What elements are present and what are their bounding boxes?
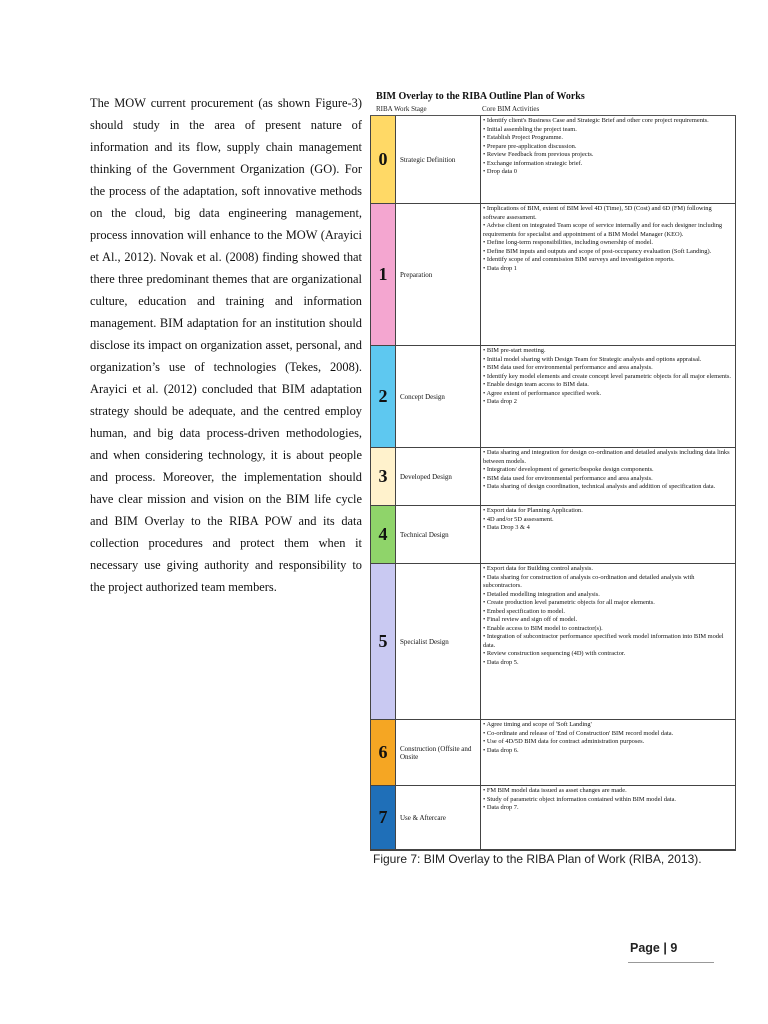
activity-item: • Agree extent of performance specified work. — [483, 389, 602, 397]
activity-item: • Initial model sharing with Design Team for Strategic analysis and options appraisal. — [483, 355, 702, 363]
stage-number: 5 — [371, 564, 396, 719]
stage-activities — [481, 346, 735, 447]
activity-item: • 4D and/or 5D assessment. — [483, 515, 554, 523]
stage-activities — [481, 720, 735, 785]
stage-number: 2 — [371, 346, 396, 447]
figure-caption: Figure 7: BIM Overlay to the RIBA Plan of Work (RIBA, 2013). — [373, 852, 702, 866]
activity-item: • Embed specification to model. — [483, 607, 565, 615]
stage-row — [371, 506, 735, 564]
activity-item: • Data Drop 3 & 4 — [483, 524, 530, 531]
activity-item: • Identify scope of and commission BIM surveys and investigation reports. — [483, 256, 675, 263]
stage-activities — [481, 448, 735, 505]
stage-activities — [481, 204, 735, 345]
stage-row — [371, 786, 735, 850]
activity-item: • Data drop 7. — [483, 804, 519, 811]
stage-row — [371, 346, 735, 448]
stage-name: Specialist Design — [396, 564, 481, 719]
activity-item: • Final review and sign off of model. — [483, 616, 578, 623]
stage-activities — [481, 506, 735, 563]
activity-item: • Establish Project Programme. — [483, 134, 563, 141]
stage-number: 3 — [371, 448, 396, 505]
activity-item: • Data drop 5. — [483, 658, 519, 666]
activity-item: • Define long-term responsibilities, including ownership of model. — [483, 239, 653, 246]
activity-item: • Data sharing and integration for design co-ordination and detailed analysis including data links between models. — [483, 449, 730, 465]
activity-item: • Data drop 6. — [483, 746, 519, 754]
activity-item: • Advise client on integrated Team scope of service internally and for each designer including requirements for specialist and appointment of a BIM Model Manager (KEO). — [483, 222, 723, 238]
activity-item: • Identify key model elements and create concept level parametric objects for all major elements. — [483, 372, 731, 380]
activity-item: • Study of parametric object information contained within BIM model data. — [483, 795, 677, 803]
activity-item: • Identify client's Business Case and Strategic Brief and other core project requirements. — [483, 117, 709, 124]
stage-name: Preparation — [396, 204, 481, 345]
activity-item: • Export data for Planning Application. — [483, 507, 583, 514]
figure-title: BIM Overlay to the RIBA Outline Plan of Works — [376, 91, 585, 102]
stage-name: Technical Design — [396, 506, 481, 563]
activity-item: • Integration of subcontractor performance specified work model information into BIM model data. — [483, 633, 724, 649]
activity-item: • Agree timing and scope of 'Soft Landing' — [483, 721, 592, 728]
activity-item: • Implications of BIM, extent of BIM level 4D (Time), 5D (Cost) and 6D (FM) following software assessment. — [483, 205, 712, 221]
stage-activities — [481, 116, 735, 203]
activity-item: • Use of 4D/5D BIM data for contract administration purposes. — [483, 738, 645, 745]
stage-row — [371, 448, 735, 506]
activity-item: • Export data for Building control analysis. — [483, 565, 593, 572]
activity-item: • Review Feedback from previous projects. — [483, 151, 594, 158]
stage-name: Strategic Definition — [396, 116, 481, 203]
stage-row — [371, 720, 735, 786]
activity-item: • Prepare pre-application discussion. — [483, 142, 577, 150]
table-header — [370, 103, 736, 116]
activity-item: • Data drop 2 — [483, 398, 518, 405]
activity-item: • Define BIM inputs and outputs and scope of post-occupancy evaluation (Soft Landing). — [483, 247, 712, 255]
stage-row — [371, 204, 735, 346]
activity-item: • Review construction sequencing (4D) with contractor. — [483, 650, 626, 657]
stage-activities — [481, 564, 735, 719]
stage-table — [370, 116, 736, 851]
stage-number: 6 — [371, 720, 396, 785]
stage-row — [371, 564, 735, 720]
activity-item: • Data sharing for construction of analysis co-ordination and detailed analysis with subcontractors. — [483, 573, 695, 589]
stage-name: Construction (Offsite and Onsite — [396, 720, 481, 785]
activity-item: • Co-ordinate and release of 'End of Construction' BIM record model data. — [483, 729, 674, 737]
activity-item: • BIM data used for environmental performance and area analysis. — [483, 474, 653, 482]
footer-rule — [628, 962, 714, 963]
stage-activities — [481, 786, 735, 849]
activity-item: • Data drop 1 — [483, 264, 518, 272]
activity-item: • Exchange information strategic brief. — [483, 159, 583, 167]
activity-item: • BIM pre-start meeting. — [483, 347, 546, 354]
stage-number: 1 — [371, 204, 396, 345]
activity-item: • Integration/ development of generic/bespoke design components. — [483, 466, 654, 473]
stage-name: Use & Aftercare — [396, 786, 481, 849]
activity-item: • Drop data 0 — [483, 168, 518, 175]
activity-item: • Create production level parametric objects for all major elements. — [483, 599, 655, 606]
stage-row — [371, 116, 735, 204]
body-paragraph: The MOW current procurement (as shown Figure-3) should study in the area of present nature of information and its flow, supply chain management thinking of the Government Organization (GO). For the process of the adaptation, soft innovative methods on the cloud, big data engineering management, process innovation will enhance to the MOW (Arayici et Al., 2012). Novak et al. (2008) finding showed that there three predominant themes that are organizational culture, education and training and information management. BIM adaptation for an institution should disclose its impact on organization asset, personal, and organization’s use of technologies (Tekes, 2008). Arayici et al. (2012) concluded that BIM adaptation strategy should be adequate, and the centred employ human, and big data process-driven methodologies, and when considering technology, it is about people and process. Moreover, the implementation should have clear mission and vision on the BIM life cycle and BIM Overlay to the RIBA POW and its data collection procedures and protect them when it necessary use giving authority and responsibility to the project authorized team members. — [90, 96, 362, 594]
activity-item: • FM BIM model data issued as asset changes are made. — [483, 787, 627, 794]
activity-item: • Data sharing of design coordination, technical analysis and addition of specification data. — [483, 483, 716, 490]
stage-name: Developed Design — [396, 448, 481, 505]
activity-item: • Enable access to BIM model to contractor(s). — [483, 624, 603, 632]
stage-name: Concept Design — [396, 346, 481, 447]
header-work-stage: RIBA Work Stage — [376, 105, 427, 113]
header-core-activities: Core BIM Activities — [482, 105, 540, 113]
activity-item: • BIM data used for environmental performance and area analysis. — [483, 364, 653, 371]
stage-number: 0 — [371, 116, 396, 203]
activity-item: • Detailed modelling integration and analysis. — [483, 590, 600, 598]
stage-number: 4 — [371, 506, 396, 563]
bim-riba-figure — [370, 91, 736, 851]
activity-item: • Initial assembling the project team. — [483, 125, 577, 133]
page-number: Page | 9 — [630, 941, 678, 955]
stage-number: 7 — [371, 786, 396, 849]
activity-item: • Enable design team access to BIM data. — [483, 381, 589, 388]
